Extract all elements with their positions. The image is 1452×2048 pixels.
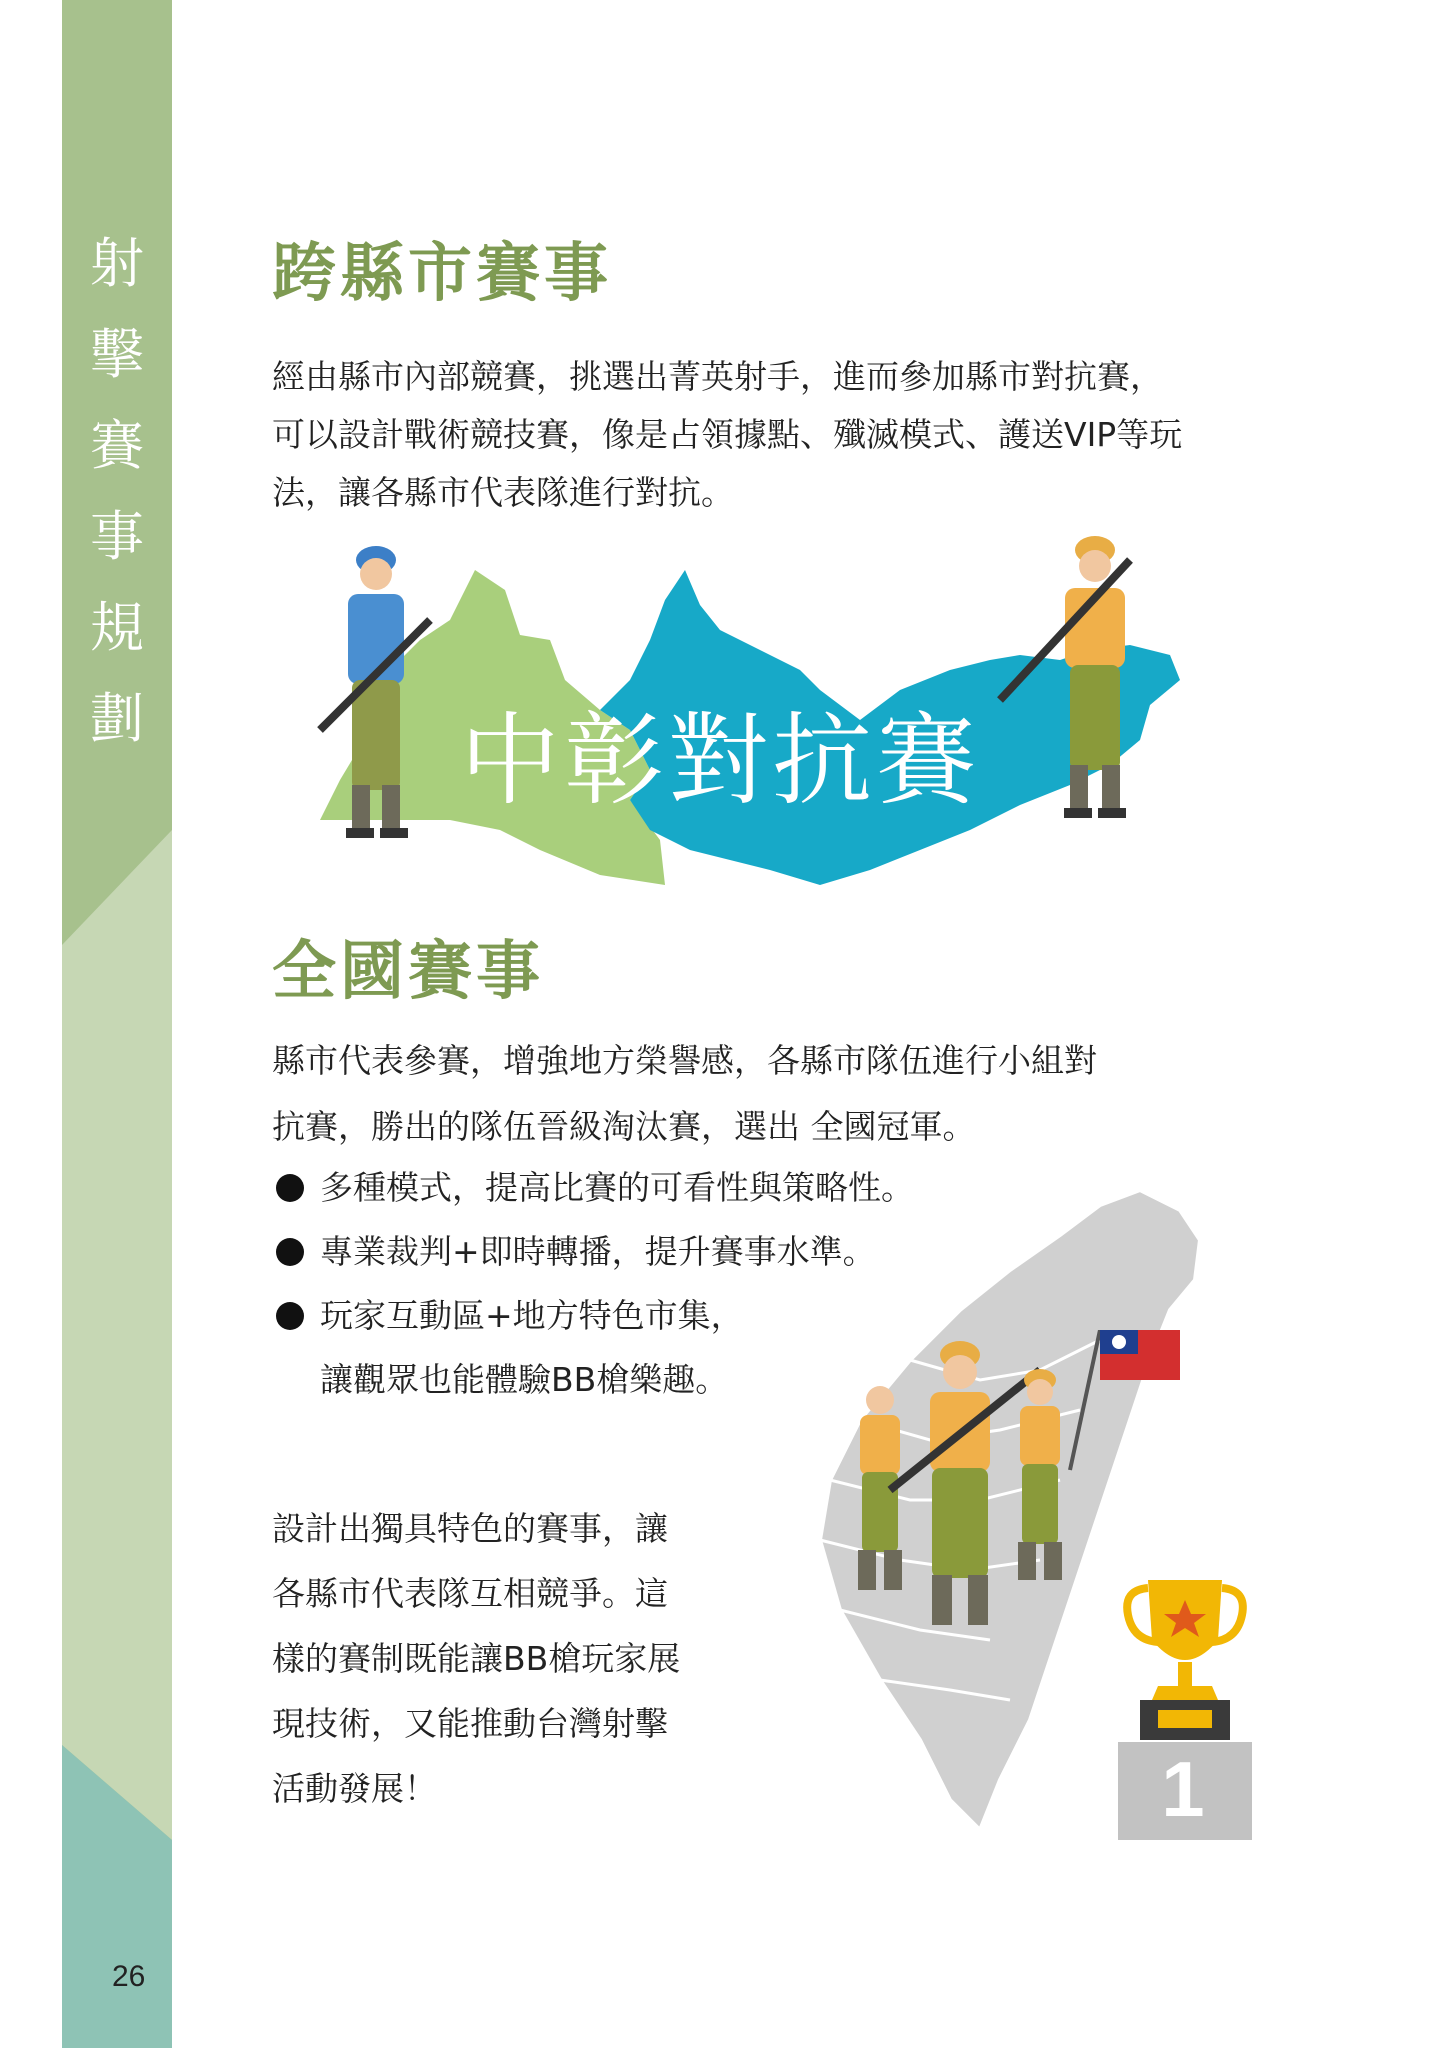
paragraph-line: 現技術，又能推動台灣射擊 <box>272 1704 668 1743</box>
paragraph-line: 縣市代表參賽，增強地方榮譽感，各縣市隊伍進行小組對 <box>272 1041 1097 1080</box>
bullet-text: 讓觀眾也能體驗BB槍樂趣。 <box>320 1360 729 1399</box>
versus-label: 中彰對抗賽 <box>460 702 980 819</box>
closing-paragraph <box>272 1496 742 1821</box>
soldier-center-icon <box>890 1341 1040 1625</box>
paragraph-line: 可以設計戰術競技賽，像是占領據點、殲滅模式、護送VIP等玩 <box>272 415 1183 454</box>
soldier-right-icon <box>1018 1369 1062 1580</box>
bullet-dot-icon <box>276 1238 304 1266</box>
section-heading-national: 全國賽事 <box>272 935 544 1009</box>
sidebar-title <box>62 218 172 764</box>
paragraph-line: 設計出獨具特色的賽事，讓 <box>272 1509 668 1548</box>
podium-number: 1 <box>1161 1745 1205 1833</box>
bullet-text: 玩家互動區+地方特色市集， <box>320 1296 744 1335</box>
bullet-text: 專業裁判+即時轉播，提升賽事水準。 <box>320 1232 876 1271</box>
sidebar-title-char: 事 <box>90 505 144 568</box>
sidebar-title-char: 劃 <box>90 687 144 750</box>
sidebar-title-char: 規 <box>90 596 144 659</box>
sidebar-title-char: 賽 <box>90 414 144 477</box>
sidebar-title-char: 擊 <box>90 323 144 386</box>
paragraph-line: 活動發展！ <box>272 1769 437 1808</box>
flag-icon <box>1070 1330 1180 1470</box>
section-paragraph-national <box>272 1028 1272 1160</box>
paragraph-line: 經由縣市內部競賽，挑選出菁英射手，進而參加縣市對抗賽， <box>272 357 1163 396</box>
paragraph-line: 法，讓各縣市代表隊進行對抗。 <box>272 473 734 512</box>
paragraph-line: 抗賽，勝出的隊伍晉級淘汰賽，選出 全國冠軍。 <box>272 1107 976 1146</box>
bullet-dot-icon <box>276 1174 304 1202</box>
sidebar-title-char: 射 <box>90 232 144 295</box>
bullet-dot-icon <box>276 1302 304 1330</box>
section-heading-cross-county: 跨縣市賽事 <box>272 237 612 311</box>
section-paragraph-cross-county <box>272 348 1272 522</box>
bullet-text: 多種模式，提高比賽的可看性與策略性。 <box>320 1168 914 1207</box>
page-number: 26 <box>112 1960 146 1993</box>
paragraph-line: 樣的賽制既能讓BB槍玩家展 <box>272 1639 681 1678</box>
paragraph-line: 各縣市代表隊互相競爭。這 <box>272 1574 668 1613</box>
